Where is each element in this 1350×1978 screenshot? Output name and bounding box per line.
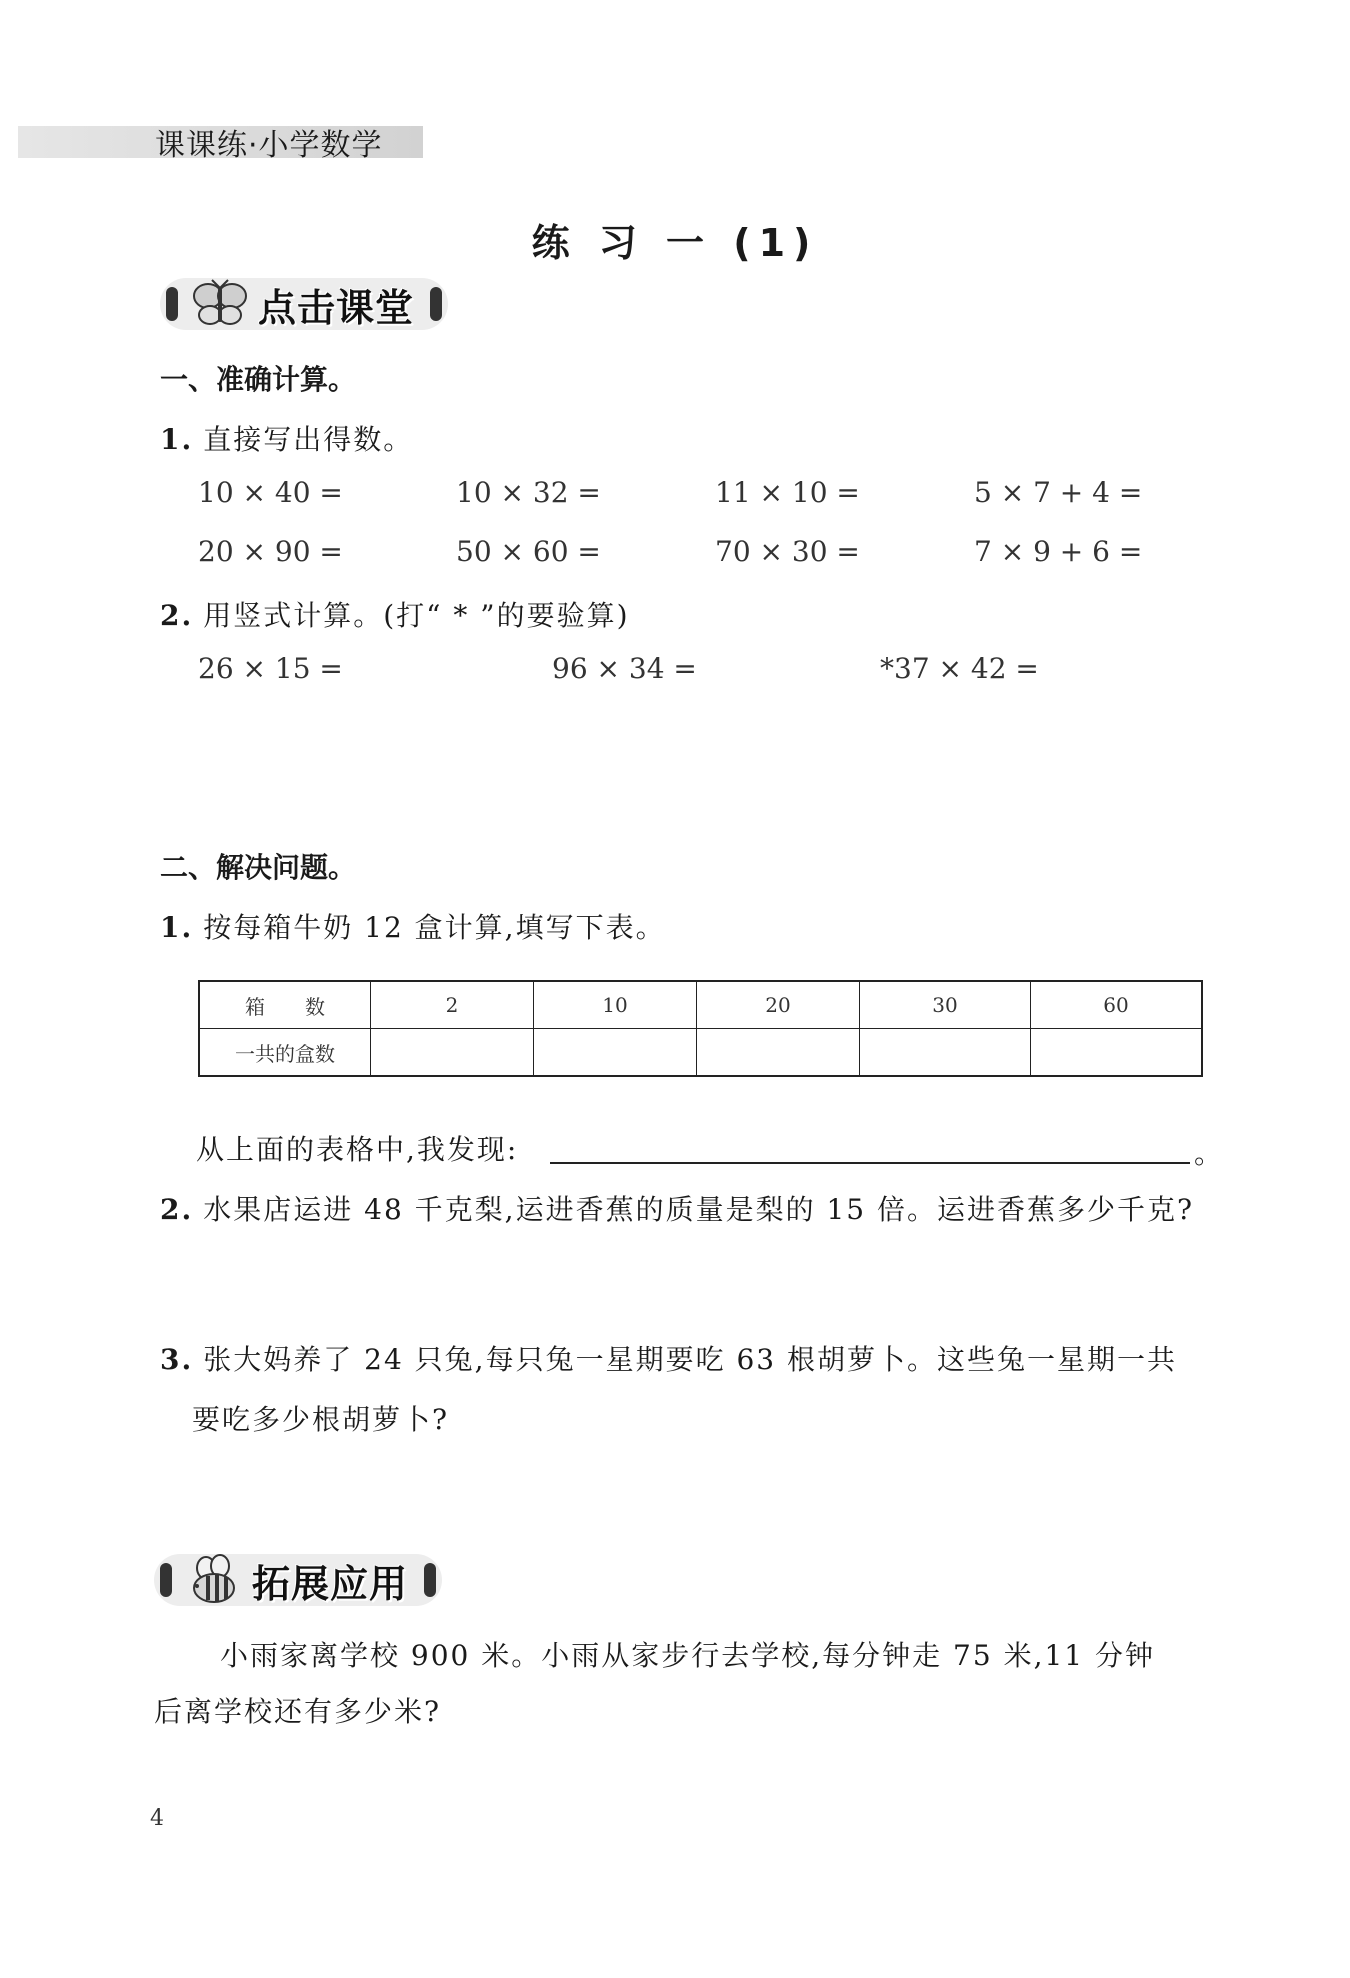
extension-banner	[154, 1554, 442, 1606]
s1-q2-number: 2.	[160, 599, 194, 632]
classroom-banner	[160, 278, 448, 330]
boxes-cell: 60	[1031, 981, 1203, 1029]
s1-q1-text: 直接写出得数。	[203, 423, 414, 456]
vertical-calc-item: 26 × 15 =	[198, 652, 343, 685]
extension-problem-line1: 小雨家离学校 900 米。小雨从家步行去学校,每分钟走 75 米,11 分钟	[220, 1639, 1156, 1672]
calc-item: 10 × 32 =	[456, 476, 601, 509]
discovery-end-mark: 。	[1194, 1137, 1225, 1170]
banner-right-cap	[424, 1563, 436, 1597]
classroom-banner-label: 点击课堂	[258, 285, 415, 330]
calc-item: 5 × 7 + 4 =	[974, 476, 1143, 509]
calc-item: 7 × 9 + 6 =	[974, 535, 1143, 568]
boxes-cell: 20	[697, 981, 860, 1029]
extension-problem-line2: 后离学校还有多少米?	[154, 1695, 442, 1728]
section2-title: 二、解决问题。	[160, 851, 357, 884]
s2-q1-number: 1.	[160, 911, 194, 944]
boxes-cell: 30	[860, 981, 1031, 1029]
calc-item: 50 × 60 =	[456, 535, 601, 568]
table-row	[199, 981, 1202, 1029]
total-cell[interactable]	[371, 1029, 534, 1077]
table-row	[199, 1029, 1202, 1077]
row-header-boxes: 箱 数	[199, 981, 371, 1029]
vertical-calc-item: 96 × 34 =	[552, 652, 697, 685]
butterfly-icon	[190, 278, 250, 330]
page-number: 4	[150, 1806, 164, 1831]
calc-item: 70 × 30 =	[715, 535, 860, 568]
total-cell[interactable]	[860, 1029, 1031, 1077]
s2-q3	[160, 1338, 1177, 1378]
total-cell[interactable]	[697, 1029, 860, 1077]
s2-q2-text: 水果店运进 48 千克梨,运进香蕉的质量是梨的 15 倍。运进香蕉多少千克?	[203, 1193, 1195, 1226]
milk-table	[198, 980, 1203, 1077]
row-header-total: 一共的盒数	[199, 1029, 371, 1077]
s2-q3-line1: 张大妈养了 24 只兔,每只兔一星期要吃 63 根胡萝卜。这些兔一星期一共	[203, 1343, 1177, 1376]
s2-q2	[160, 1188, 1194, 1228]
total-cell[interactable]	[1031, 1029, 1203, 1077]
extension-banner-label: 拓展应用	[252, 1561, 409, 1606]
boxes-cell: 2	[371, 981, 534, 1029]
page-title: 练 习 一 (1)	[531, 221, 819, 265]
vertical-calc-item: *37 × 42 =	[880, 652, 1039, 685]
s2-q3-number: 3.	[160, 1343, 194, 1376]
boxes-cell: 10	[534, 981, 697, 1029]
discovery-prompt: 从上面的表格中,我发现:	[196, 1133, 519, 1166]
book-title: 课课练·小学数学	[155, 128, 383, 163]
s1-q1-number: 1.	[160, 423, 194, 456]
total-cell[interactable]	[534, 1029, 697, 1077]
calc-item: 20 × 90 =	[198, 535, 343, 568]
calc-item: 11 × 10 =	[715, 476, 860, 509]
discovery-answer-line[interactable]	[550, 1162, 1190, 1164]
s2-q2-number: 2.	[160, 1193, 194, 1226]
s1-q1	[160, 418, 413, 458]
section1-title: 一、准确计算。	[160, 363, 357, 396]
s2-q1-text: 按每箱牛奶 12 盒计算,填写下表。	[203, 911, 666, 944]
banner-right-cap	[430, 287, 442, 321]
bee-icon	[184, 1554, 244, 1606]
s2-q1	[160, 906, 666, 946]
banner-left-cap	[166, 287, 178, 321]
s1-q2	[160, 594, 630, 634]
s2-q3-line2: 要吃多少根胡萝卜?	[192, 1403, 450, 1436]
s1-q2-text: 用竖式计算。(打“ * ”的要验算)	[203, 599, 630, 632]
calc-item: 10 × 40 =	[198, 476, 343, 509]
banner-left-cap	[160, 1563, 172, 1597]
